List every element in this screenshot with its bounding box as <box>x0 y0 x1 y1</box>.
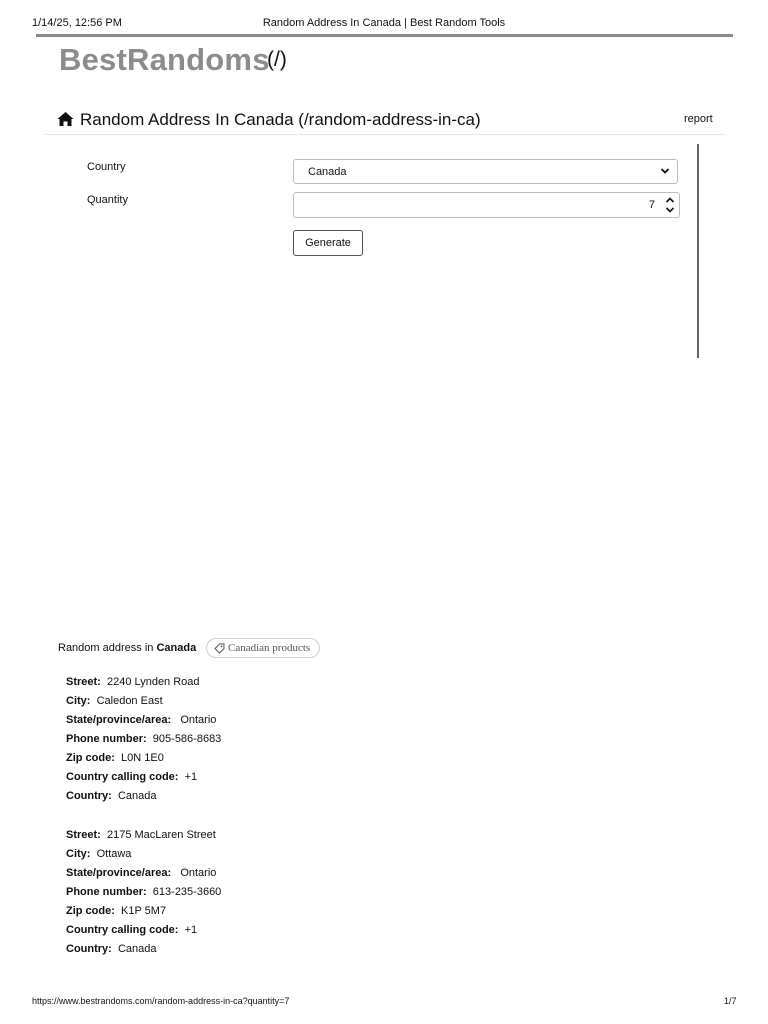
street-key: Street: <box>66 829 101 841</box>
generate-button[interactable]: Generate <box>293 230 363 256</box>
print-footer-url: https://www.bestrandoms.com/random-address-in-ca?quantity=7 <box>32 996 290 1006</box>
street-key: Street: <box>66 676 101 688</box>
state-key: State/province/area: <box>66 714 172 726</box>
country-key: Country: <box>66 943 112 955</box>
country-value: Canada <box>117 790 157 802</box>
brand-logo[interactable]: BestRandoms <box>59 42 270 77</box>
country-row <box>66 940 221 959</box>
report-link[interactable]: report <box>684 113 713 125</box>
zip-value: K1P 5M7 <box>121 905 167 917</box>
city-value: Caledon East <box>96 695 163 707</box>
header-divider <box>36 34 733 37</box>
address-record <box>66 673 221 806</box>
phone-row <box>66 883 221 902</box>
brand-home-link[interactable]: (/) <box>267 48 287 71</box>
print-datetime: 1/14/25, 12:56 PM <box>32 17 122 29</box>
address-record <box>66 826 221 959</box>
print-page-title: Random Address In Canada | Best Random Tools <box>262 17 506 29</box>
calling-code-row <box>66 768 221 787</box>
phone-value: 613-235-3660 <box>152 886 222 898</box>
tag-label: Canadian products <box>228 642 311 654</box>
phone-key: Phone number: <box>66 733 147 745</box>
street-value: 2240 Lynden Road <box>106 676 200 688</box>
print-page-number: 1/7 <box>724 996 737 1006</box>
spinner-arrows-icon[interactable] <box>663 194 677 216</box>
zip-row <box>66 902 221 921</box>
street-row <box>66 673 221 692</box>
calling-code-value: +1 <box>184 771 198 783</box>
quantity-input[interactable] <box>293 192 680 218</box>
phone-row <box>66 730 221 749</box>
zip-key: Zip code: <box>66 752 115 764</box>
state-value: Ontario <box>180 714 217 726</box>
calling-code-key: Country calling code: <box>66 924 179 936</box>
state-key: State/province/area: <box>66 867 172 879</box>
country-row <box>66 787 221 806</box>
state-value: Ontario <box>180 867 217 879</box>
chevron-down-icon <box>659 164 671 178</box>
vertical-scrollbar[interactable] <box>697 144 699 358</box>
city-row <box>66 845 221 864</box>
quantity-label: Quantity <box>87 194 128 206</box>
zip-value: L0N 1E0 <box>121 752 164 764</box>
calling-code-row <box>66 921 221 940</box>
city-value: Ottawa <box>96 848 132 860</box>
phone-value: 905-586-8683 <box>152 733 222 745</box>
zip-key: Zip code: <box>66 905 115 917</box>
results-heading-country: Canada <box>156 642 197 654</box>
results-heading <box>58 642 196 654</box>
results-heading-prefix: Random address in <box>58 642 154 654</box>
state-row <box>66 711 221 730</box>
zip-row <box>66 749 221 768</box>
street-value: 2175 MacLaren Street <box>106 829 216 841</box>
city-row <box>66 692 221 711</box>
canadian-products-tag[interactable] <box>206 638 320 658</box>
country-value: Canada <box>117 943 157 955</box>
state-row <box>66 864 221 883</box>
quantity-value: 7 <box>648 199 655 211</box>
country-label: Country <box>87 161 126 173</box>
city-key: City: <box>66 848 91 860</box>
page-title: Random Address In Canada (/random-address-in-ca) <box>80 110 481 129</box>
title-divider <box>44 134 725 135</box>
calling-code-value: +1 <box>184 924 198 936</box>
calling-code-key: Country calling code: <box>66 771 179 783</box>
street-row <box>66 826 221 845</box>
country-select-value: Canada <box>308 166 347 178</box>
city-key: City: <box>66 695 91 707</box>
phone-key: Phone number: <box>66 886 147 898</box>
country-key: Country: <box>66 790 112 802</box>
tag-icon <box>214 643 225 654</box>
home-icon[interactable] <box>57 111 74 127</box>
country-select[interactable] <box>293 159 678 184</box>
